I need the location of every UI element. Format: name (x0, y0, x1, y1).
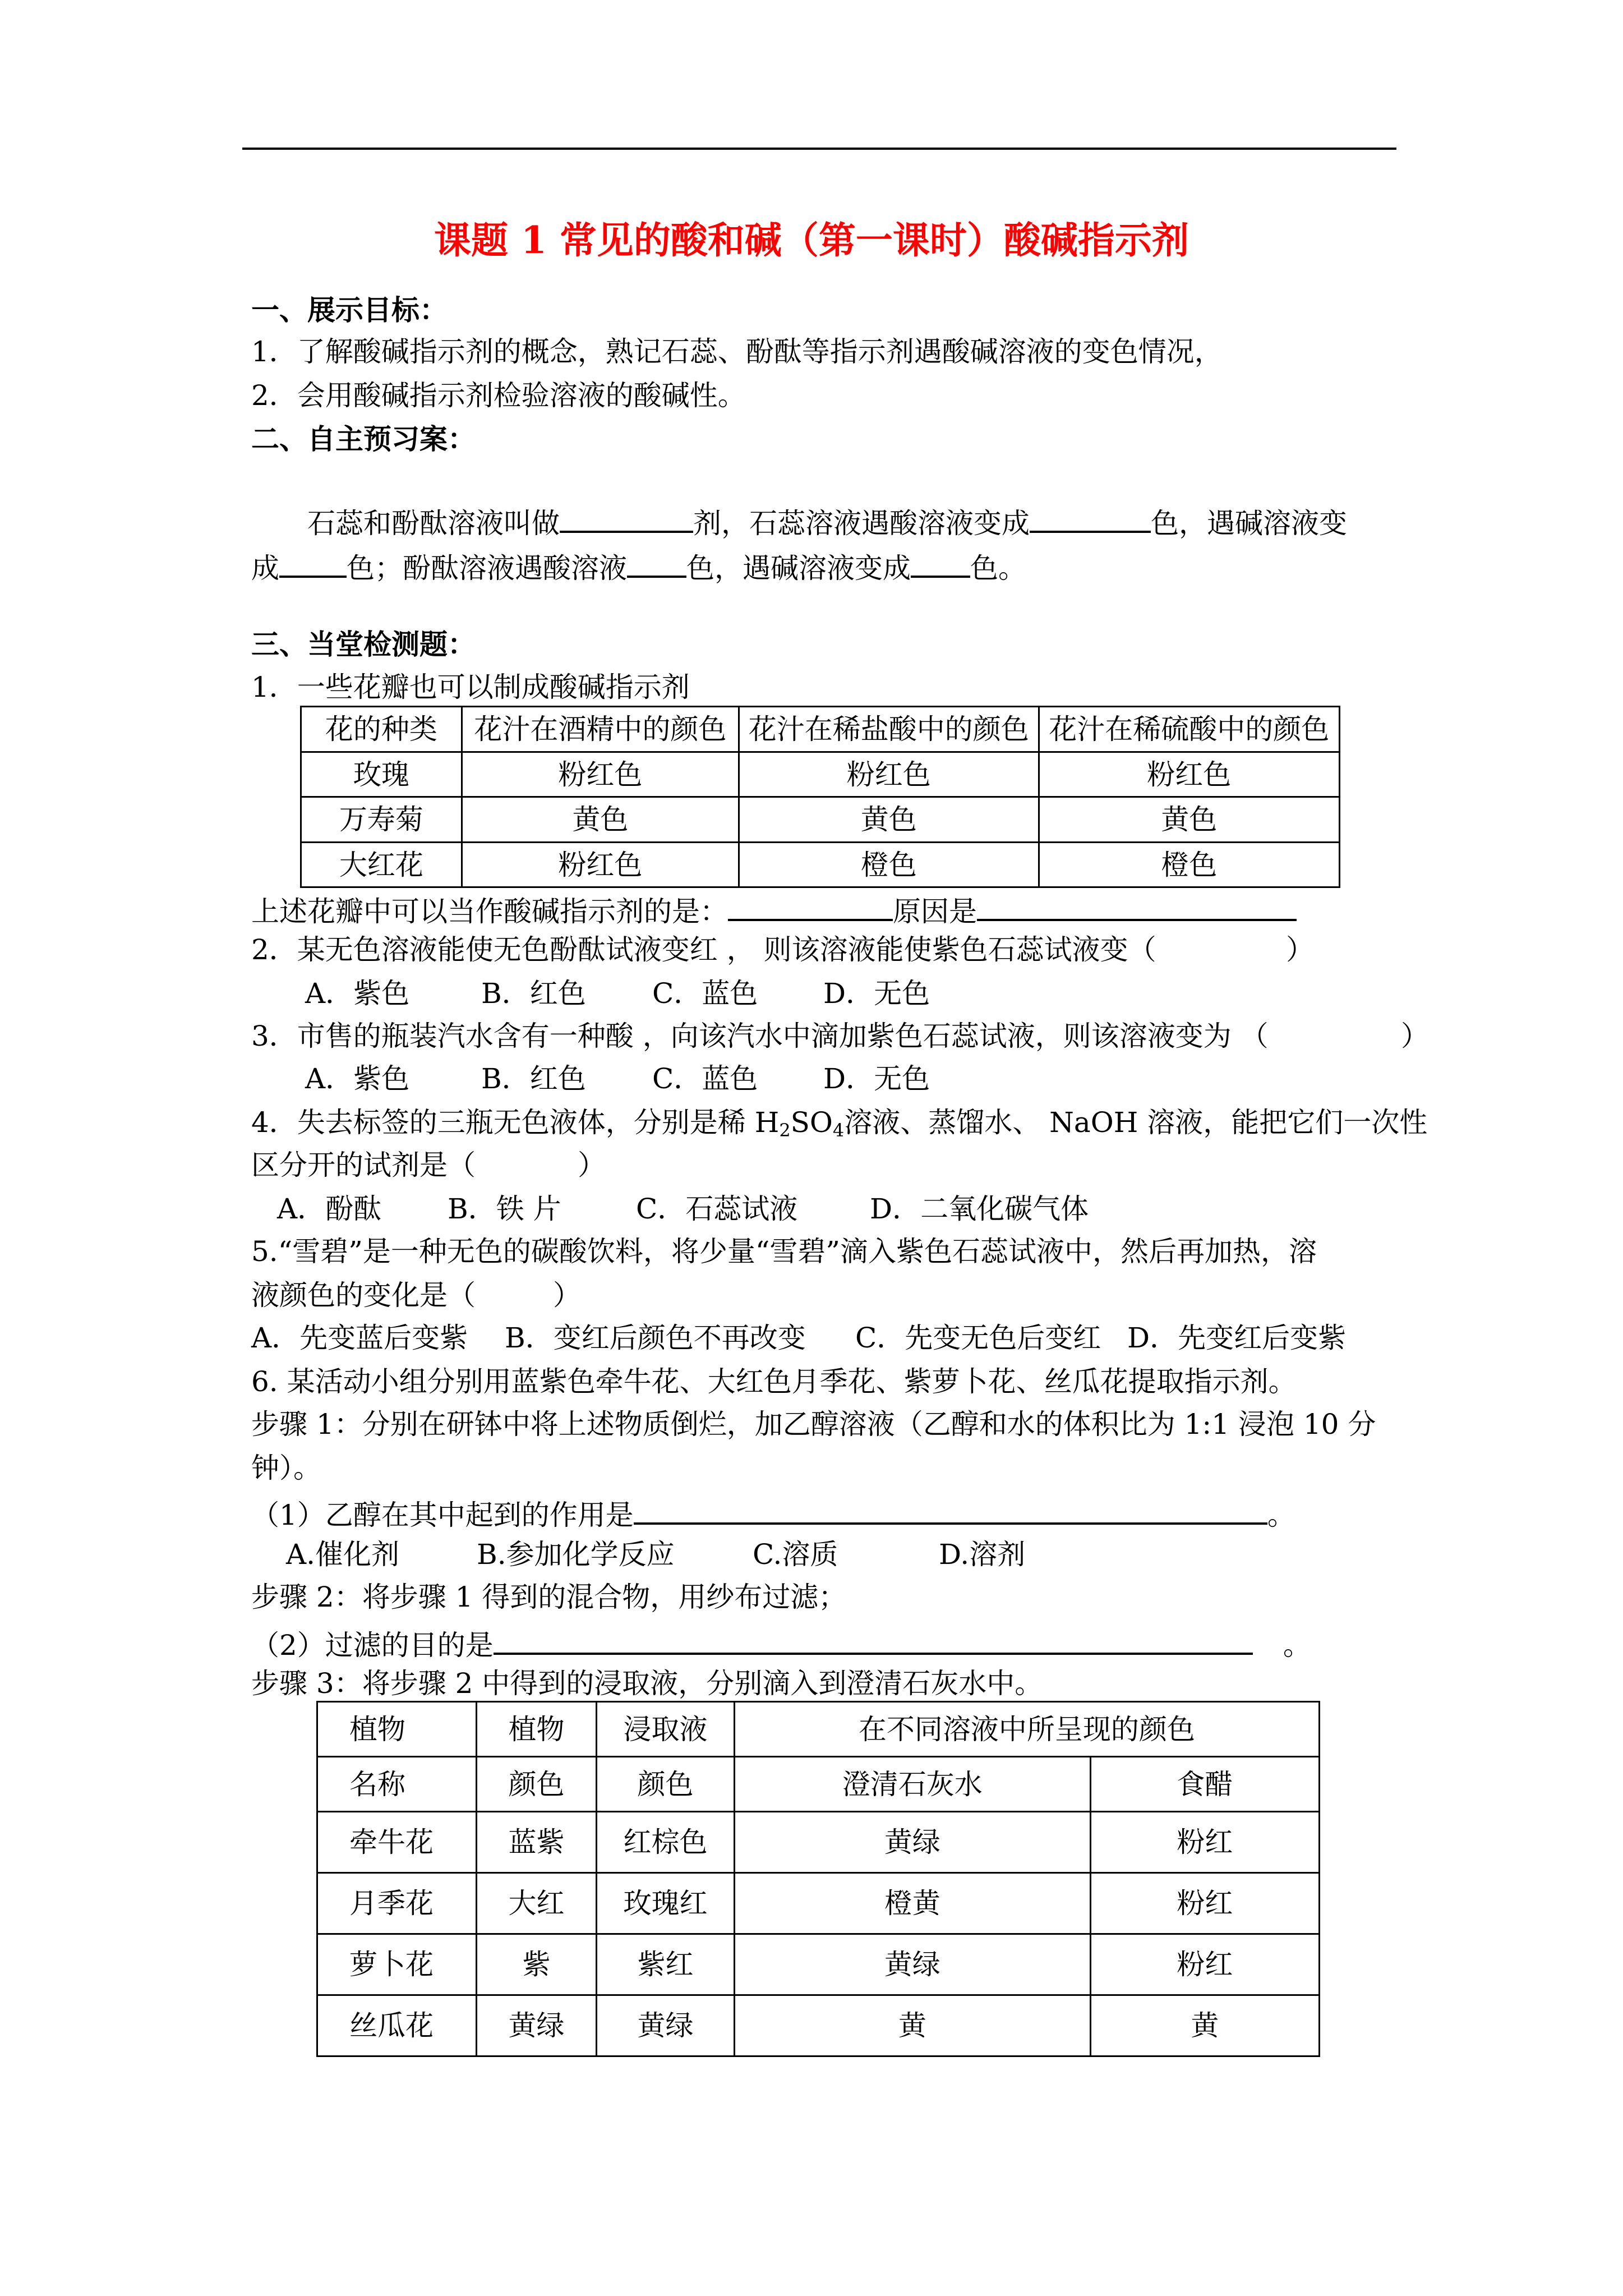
goal-item-2: 2．会用酸碱指示剂检验溶液的酸碱性。 (251, 379, 746, 412)
section-heading-test: 三、当堂检测题： (251, 628, 476, 661)
reason-blank[interactable] (977, 893, 1297, 921)
preview-paragraph-line-2 (251, 550, 1026, 585)
table-cell: 粉红 (1090, 1934, 1319, 1995)
option[interactable]: C.溶质 (753, 1538, 838, 1571)
table-cell: 蓝紫 (476, 1812, 597, 1873)
header-rule (242, 148, 1396, 150)
fill-blank[interactable] (627, 550, 686, 578)
table-cell: 粉红 (1090, 1812, 1319, 1873)
table-cell: 黄绿 (476, 1995, 597, 2056)
option[interactable]: A．紫色 (305, 1062, 410, 1095)
question-4-line-1 (251, 1108, 1427, 1139)
table-cell: 大红花 (301, 843, 462, 887)
fill-blank[interactable] (279, 550, 347, 578)
option[interactable]: B．红色 (481, 1062, 586, 1095)
table-cell: 紫 (476, 1934, 597, 1995)
table-cell: 黄色 (739, 797, 1039, 843)
preview-text: 色，遇碱溶液变 (1151, 507, 1347, 540)
table-cell: 粉红色 (462, 752, 739, 797)
table-row (317, 1934, 1320, 1995)
subscript: 2 (779, 1120, 791, 1141)
table-cell: 橙色 (1039, 843, 1339, 887)
table-row (301, 752, 1340, 797)
table-row (301, 843, 1340, 887)
question-4-paren: ） (578, 1149, 606, 1181)
table-cell: 粉红 (1090, 1873, 1319, 1934)
table-cell: 黄 (734, 1995, 1090, 2056)
table-cell: 黄色 (1039, 797, 1339, 843)
section-heading-preview: 二、自主预习案： (251, 422, 476, 455)
table-cell: 粉红色 (1039, 752, 1339, 797)
question-3-paren: ） (1401, 1020, 1429, 1052)
table-cell: 萝卜花 (317, 1934, 477, 1995)
table-cell: 牵牛花 (317, 1812, 477, 1873)
table-cell: 红棕色 (597, 1812, 735, 1873)
table-cell: 玫瑰 (301, 752, 462, 797)
fill-blank[interactable] (560, 505, 693, 533)
fill-blank[interactable] (1030, 505, 1151, 533)
question-text: 。 (1283, 1629, 1311, 1662)
table-cell: 橙黄 (734, 1873, 1090, 1934)
subscript: 4 (832, 1120, 845, 1141)
option[interactable]: B.参加化学反应 (477, 1538, 675, 1571)
table-header: 食醋 (1090, 1757, 1319, 1812)
table-cell: 粉红色 (462, 843, 739, 887)
option[interactable]: B．变红后颜色不再改变 (505, 1322, 806, 1354)
table-header: 浸取液 (597, 1702, 735, 1757)
table-header: 植物 (476, 1702, 597, 1757)
option[interactable]: D．二氧化碳气体 (870, 1193, 1089, 1225)
fill-blank[interactable] (911, 550, 970, 578)
question-text: 。 (1267, 1499, 1295, 1531)
preview-text: 石蕊和酚酞溶液叫做 (307, 507, 560, 540)
table-cell: 黄色 (462, 797, 739, 843)
option[interactable]: A．紫色 (305, 977, 410, 1010)
step-3: 步骤 3：将步骤 2 中得到的浸取液，分别滴入到澄清石灰水中。 (251, 1667, 1043, 1700)
table-header: 花汁在稀硫酸中的颜色 (1039, 707, 1339, 752)
table-row (317, 1812, 1320, 1873)
table-header: 颜色 (597, 1757, 735, 1812)
question-text: 溶液、蒸馏水、 NaOH 溶液，能把它们一次性 (844, 1106, 1428, 1139)
preview-text: 剂，石蕊溶液遇酸溶液变成 (693, 507, 1030, 540)
question-5-paren: ） (553, 1279, 581, 1312)
question-text: 上述花瓣中可以当作酸碱指示剂的是： (251, 895, 728, 928)
table-cell: 玫瑰红 (597, 1873, 735, 1934)
step-1-line-1: 步骤 1：分别在研钵中将上述物质倒烂，加乙醇溶液（乙醇和水的体积比为 1:1 浸泡 10 分 (251, 1408, 1376, 1441)
table-cell: 粉红色 (739, 752, 1039, 797)
question-5-line-2: 液颜色的变化是（ (251, 1279, 476, 1312)
table-header: 花汁在酒精中的颜色 (462, 707, 739, 752)
option[interactable]: D.溶剂 (939, 1538, 1026, 1571)
table-header: 名称 (317, 1757, 477, 1812)
table-row (317, 1702, 1320, 1757)
question-text: 原因是 (893, 895, 977, 928)
table-cell: 月季花 (317, 1873, 477, 1934)
option[interactable]: A.催化剂 (286, 1538, 400, 1571)
question-text: （1）乙醇在其中起到的作用是 (251, 1499, 634, 1531)
question-5-line-1: 5.“雪碧”是一种无色的碳酸饮料，将少量“雪碧”滴入紫色石蕊试液中，然后再加热，溶 (251, 1235, 1317, 1268)
table-cell: 黄绿 (597, 1995, 735, 2056)
preview-text: 色。 (970, 552, 1026, 585)
answer-blank[interactable] (728, 893, 893, 921)
option[interactable]: B．铁 片 (448, 1193, 561, 1225)
table-cell: 大红 (476, 1873, 597, 1934)
table-cell: 丝瓜花 (317, 1995, 477, 2056)
question-6-1 (251, 1497, 1295, 1529)
question-1-followup (251, 893, 1297, 926)
question-4-line-2: 区分开的试剂是（ (251, 1149, 476, 1181)
flower-table (300, 706, 1340, 888)
table-row (317, 1757, 1320, 1812)
table-header: 澄清石灰水 (734, 1757, 1090, 1812)
table-row (317, 1873, 1320, 1934)
table-row (301, 707, 1340, 752)
option[interactable]: A．先变蓝后变紫 (251, 1322, 468, 1354)
preview-paragraph-line-1 (307, 505, 1347, 540)
table-cell: 紫红 (597, 1934, 735, 1995)
table-header: 花的种类 (301, 707, 462, 752)
preview-text: 成 (251, 552, 279, 585)
step-1-line-2: 钟）。 (251, 1452, 321, 1484)
question-1: 1．一些花瓣也可以制成酸碱指示剂 (251, 671, 690, 703)
option[interactable]: D．无色 (823, 1062, 930, 1095)
goal-item-1: 1．了解酸碱指示剂的概念，熟记石蕊、酚酞等指示剂遇酸碱溶液的变色情况， (251, 335, 1223, 368)
question-text: SO (790, 1106, 833, 1139)
option[interactable]: B．红色 (481, 977, 586, 1010)
answer-blank[interactable] (494, 1627, 1253, 1655)
step-2: 步骤 2：将步骤 1 得到的混合物，用纱布过滤； (251, 1581, 847, 1613)
option[interactable]: C．石蕊试液 (636, 1193, 798, 1225)
question-2-paren: ） (1286, 933, 1314, 966)
table-cell: 黄绿 (734, 1934, 1090, 1995)
table-cell: 黄绿 (734, 1812, 1090, 1873)
preview-text: 色，遇碱溶液变成 (686, 552, 911, 585)
option[interactable]: C．蓝色 (652, 977, 758, 1010)
question-6-2 (251, 1627, 1311, 1662)
question-2: 2．某无色溶液能使无色酚酞试液变红 ， 则该溶液能使紫色石蕊试液变（ (251, 933, 1156, 966)
question-text: （2）过滤的目的是 (251, 1629, 494, 1662)
option[interactable]: C．先变无色后变红 (855, 1322, 1101, 1354)
table-cell: 黄 (1090, 1995, 1319, 2056)
table-header: 在不同溶液中所呈现的颜色 (734, 1702, 1319, 1757)
table-cell: 橙色 (739, 843, 1039, 887)
table-header: 植物 (317, 1702, 477, 1757)
plant-extract-table (316, 1701, 1320, 2057)
table-header: 颜色 (476, 1757, 597, 1812)
option[interactable]: D．先变红后变紫 (1127, 1322, 1347, 1354)
option[interactable]: D．无色 (823, 977, 930, 1010)
section-heading-goals: 一、展示目标： (251, 293, 448, 326)
option[interactable]: A．酚酞 (277, 1193, 382, 1225)
answer-blank[interactable] (634, 1497, 1267, 1525)
question-3: 3．市售的瓶装汽水含有一种酸 ，向该汽水中滴加紫色石蕊试液，则该溶液变为 （ (251, 1020, 1269, 1052)
table-header: 花汁在稀盐酸中的颜色 (739, 707, 1039, 752)
preview-text: 色；酚酞溶液遇酸溶液 (347, 552, 627, 585)
question-6: 6. 某活动小组分别用蓝紫色牵牛花、大红色月季花、紫萝卜花、丝瓜花提取指示剂。 (251, 1365, 1297, 1398)
option[interactable]: C．蓝色 (652, 1062, 758, 1095)
page-title: 课题 1 常见的酸和碱（第一课时）酸碱指示剂 (434, 218, 1189, 262)
question-text: 4．失去标签的三瓶无色液体，分别是稀 H (251, 1106, 780, 1139)
table-row (301, 797, 1340, 843)
table-row (317, 1995, 1320, 2056)
table-cell: 万寿菊 (301, 797, 462, 843)
